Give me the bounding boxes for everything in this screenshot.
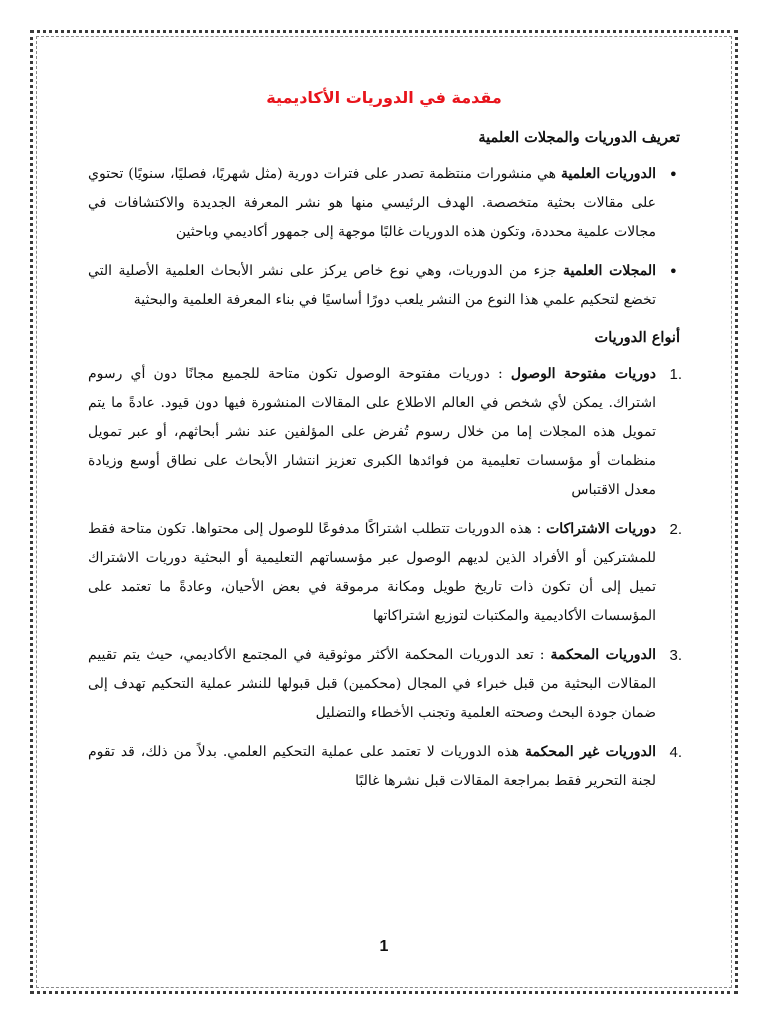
term: المجلات العلمية: [562, 263, 657, 279]
document-body: [88, 88, 680, 806]
term: دوريات الاشتراكات: [546, 521, 657, 537]
item-number: 1.: [669, 366, 682, 383]
definition-text: جزء من الدوريات، وهي نوع خاص يركز على نشر الأبحاث العلمية الأصلية التي تخضع لتحكيم علمي هذا النوع من النشر يلعب دورًا أساسيًا في بناء المعرفة العلمية والبحثية: [88, 263, 656, 308]
term: الدوريات المحكمة: [550, 647, 656, 663]
list-item: [88, 738, 682, 796]
types-list: [88, 360, 680, 796]
item-text: هذه الدوريات لا تعتمد على عملية التحكيم العلمي. بدلاً من ذلك، قد تقوم لجنة التحرير فقط بمراجعة المقالات قبل نشرها غالبًا: [88, 744, 656, 789]
item-text: : تعد الدوريات المحكمة الأكثر موثوقية في المجتمع الأكاديمي، حيث يتم تقييم المقالات البحثية من قبل خبراء في المجال (محكمين) قبل قبولها للنشر عملية التحكيم تهدف إلى ضمان جودة البحث وصحته العلمية وتجنب الأخطاء والتضليل: [88, 647, 656, 721]
item-text: : هذه الدوريات تتطلب اشتراكًا مدفوعًا للوصول إلى محتواها. تكون متاحة فقط للمشتركين أو الأفراد الذين لديهم الوصول عبر مؤسساتهم التعليمية أو البحثية دوريات الاشتراك تميل إلى أن تكون ذات تاريخ طويل ومكانة مرموقة في بعض الأحيان، وعادةً ما تعتمد على المؤسسات الأكاديمية والمكتبات لتوزيع اشتراكاتها: [88, 521, 656, 624]
page-title: مقدمة في الدوريات الأكاديمية: [266, 88, 502, 107]
item-number: 4.: [669, 744, 682, 761]
term: الدوريات غير المحكمة: [525, 744, 656, 760]
item-text: : دوريات مفتوحة الوصول تكون متاحة للجميع مجانًا دون أي رسوم اشتراك. يمكن لأي شخص في العالم الاطلاع على المقالات المنشورة فيها دون قيود. عادةً ما يتم تمويل هذه المجلات إما من خلال رسوم تُفرض على المؤلفين عند نشر أبحاثهم، أو عبر تمويل منظمات أو مؤسسات تعليمية من فوائدها الكبرى تعزيز انتشار الأبحاث على نطاق أوسع وزيادة معدل الاقتباس: [88, 366, 656, 498]
section-heading-types: أنواع الدوريات: [594, 329, 680, 346]
section-heading-definitions: تعريف الدوريات والمجلات العلمية: [478, 129, 680, 146]
item-number: 3.: [669, 647, 682, 664]
list-item: [88, 515, 682, 631]
list-item: [88, 257, 656, 315]
item-number: 2.: [669, 521, 682, 538]
definition-text: هي منشورات منتظمة تصدر على فترات دورية (مثل شهريًا، فصليًا، سنويًا) تحتوي على مقالات بحثية متخصصة. الهدف الرئيسي منها هو نشر المعرفة الجديدة والاكتشافات في مجالات علمية محددة، وتكون هذه الدوريات غالبًا موجهة إلى جمهور أكاديمي وباحثين: [88, 166, 656, 240]
list-item: [88, 360, 682, 505]
list-item: [88, 160, 656, 247]
term: الدوريات العلمية: [560, 166, 657, 182]
definitions-list: [88, 160, 680, 315]
term: دوريات مفتوحة الوصول: [510, 366, 656, 382]
page-number: 1: [379, 938, 389, 955]
list-item: [88, 641, 682, 728]
